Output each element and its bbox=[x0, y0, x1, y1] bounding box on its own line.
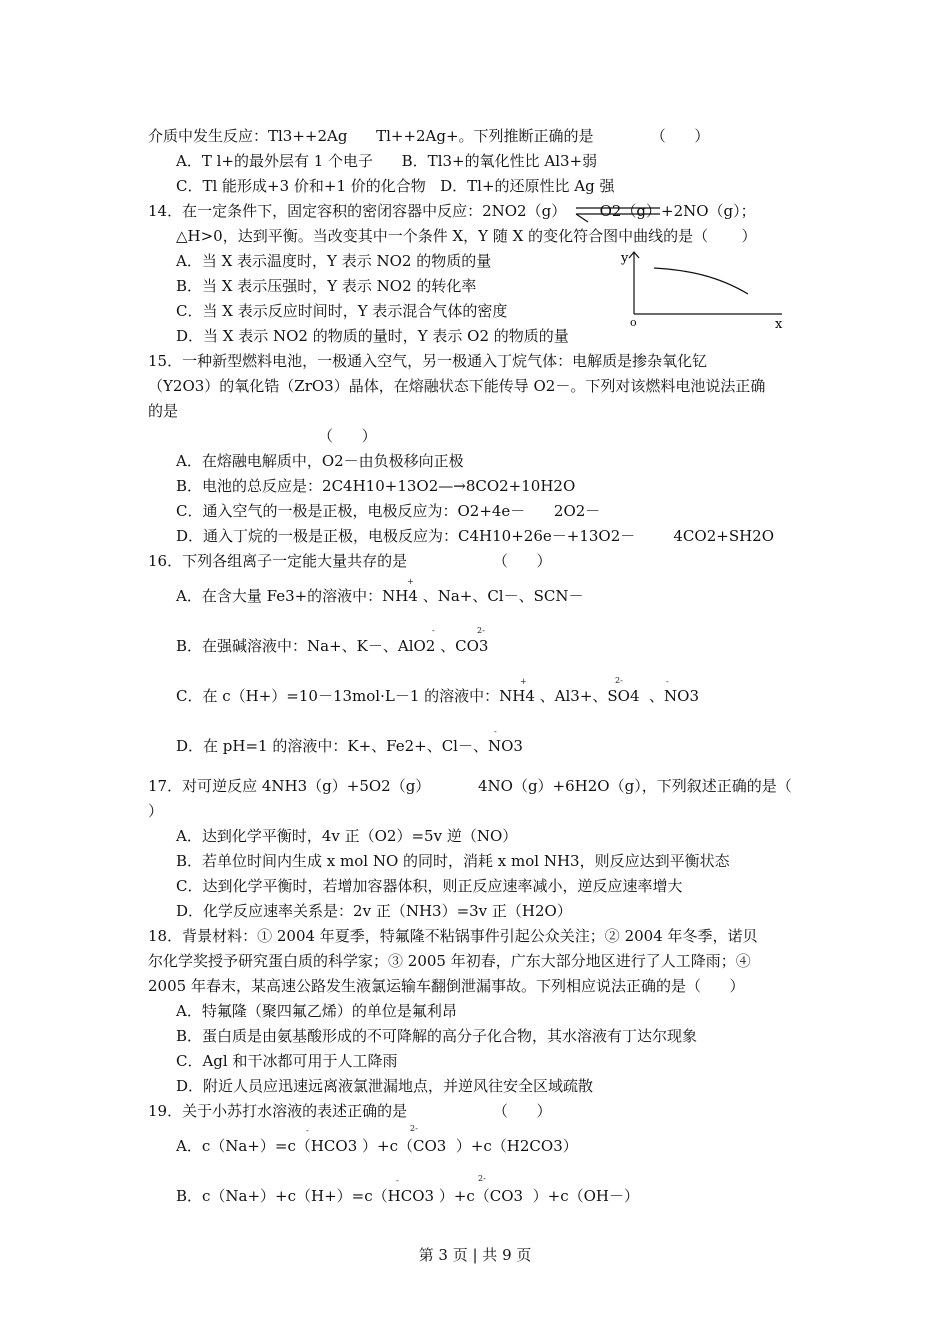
q19a-co3-charge: 2- bbox=[410, 1124, 418, 1133]
q19-option-a: A．c（Na+）=c（HCO3 ）+c（CO3 ）+c（H2CO3） bbox=[176, 1137, 578, 1155]
origin-label: o bbox=[630, 316, 637, 329]
q16c-nh4-charge: + bbox=[520, 677, 527, 686]
x-axis-label: x bbox=[775, 317, 783, 331]
q19b-hco3-charge: - bbox=[396, 1176, 399, 1185]
q19a-hco3-charge: - bbox=[306, 1126, 309, 1135]
q14-option-c: C．当 X 表示反应时间时，Y 表示混合气体的密度 bbox=[176, 302, 508, 320]
q15-stem-line2: （Y2O3）的氧化锆（ZrO3）晶体，在熔融状态下能传导 O2－。下列对该燃料电池说法正确 bbox=[148, 377, 766, 395]
q14-option-a: A．当 X 表示温度时，Y 表示 NO2 的物质的量 bbox=[176, 252, 492, 270]
q16-option-c: C．在 c（H+）=10－13mol·L－1 的溶液中：NH4 、Al3+、SO4 、NO3 bbox=[176, 687, 700, 705]
page-footer: 第 3 页 | 共 9 页 bbox=[418, 1246, 532, 1264]
q16-option-a: A．在含大量 Fe3+的溶液中：NH4 、Na+、Cl－、SCN－ bbox=[176, 587, 584, 605]
q18-option-b: B．蛋白质是由氨基酸形成的不可降解的高分子化合物，其水溶液有丁达尔现象 bbox=[176, 1027, 698, 1045]
q15-option-a: A．在熔融电解质中，O2－由负极移向正极 bbox=[176, 452, 464, 470]
q14-stem-line2: △H>0，达到平衡。当改变其中一个条件 X，Y 随 X 的变化符合图中曲线的是（ ） bbox=[176, 227, 757, 245]
q17-stem-line1: 17．对可逆反应 4NH3（g）+5O2（g） 4NO（g）+6H2O（g），下列叙述正确的是（ bbox=[148, 777, 792, 795]
q17-option-a: A．达到化学平衡时，4v 正（O2）=5v 逆（NO） bbox=[176, 827, 518, 845]
q15-stem-line3: 的是 bbox=[148, 402, 179, 420]
q15-option-b: B．电池的总反应是：2C4H10+13O2—→8CO2+10H2O bbox=[176, 477, 576, 495]
q14-option-d: D．当 X 表示 NO2 的物质的量时，Y 表示 O2 的物质的量 bbox=[176, 327, 569, 345]
q13-stem: 介质中发生反应：Tl3++2Ag Tl++2Ag+。下列推断正确的是 （ ） bbox=[148, 127, 710, 145]
y-axis-label: y bbox=[621, 251, 629, 266]
q18-stem-line3: 2005 年春末，某高速公路发生液氯运输车翻倒泄漏事故。下列相应说法正确的是（ ） bbox=[148, 977, 745, 995]
q16-stem: 16．下列各组离子一定能大量共存的是 （ ） bbox=[148, 552, 552, 570]
q17-option-d: D．化学反应速率关系是：2v 正（NH3）=3v 正（H2O） bbox=[176, 902, 572, 920]
q16c-no3-charge: - bbox=[666, 677, 669, 686]
q18-stem-line2: 尔化学奖授予研究蛋白质的科学家；③ 2005 年初春，广东大部分地区进行了人工降雨；④ bbox=[148, 952, 751, 970]
q16-option-d: D．在 pH=1 的溶液中：K+、Fe2+、Cl－、NO3 bbox=[176, 737, 523, 755]
q15-option-c: C．通入空气的一极是正极，电极反应为：O2+4e－ 2O2－ bbox=[176, 502, 601, 520]
q18-option-c: C．Agl 和干冰都可用于人工降雨 bbox=[176, 1052, 398, 1070]
q18-stem-line1: 18．背景材料：① 2004 年夏季，特氟隆不粘锅事件引起公众关注；② 2004 年冬季，诺贝 bbox=[148, 927, 758, 945]
q13-options-cd: C．Tl 能形成+3 价和+1 价的化合物 D．Tl+的还原性比 Ag 强 bbox=[176, 177, 615, 195]
q18-option-a: A．特氟隆（聚四氟乙烯）的单位是氟利昂 bbox=[176, 1002, 457, 1020]
q17-stem-line2: ） bbox=[148, 802, 164, 820]
q17-option-b: B．若单位时间内生成 x mol NO 的同时，消耗 x mol NH3，则反应达到平衡状态 bbox=[176, 852, 730, 870]
q17-option-c: C．达到化学平衡时，若增加容器体积，则正反应速率减小，逆反应速率增大 bbox=[176, 877, 683, 895]
equilibrium-arrow-icon bbox=[574, 200, 664, 224]
q15-option-d: D．通入丁烷的一极是正极，电极反应为：C4H10+26e－+13O2－ 4CO2+SH2O bbox=[176, 527, 775, 545]
q15-answer-paren: （ ） bbox=[318, 427, 377, 445]
q13-options-ab: A．T l+的最外层有 1 个电子 B．Tl3+的氧化性比 Al3+弱 bbox=[176, 152, 598, 170]
q19-option-b: B．c（Na+）+c（H+）=c（HCO3 ）+c（CO3 ）+c（OH－） bbox=[176, 1187, 639, 1205]
q16c-so4-charge: 2- bbox=[615, 676, 623, 685]
q14-graph bbox=[618, 246, 793, 331]
q15-stem-line1: 15．一种新型燃料电池，一极通入空气，另一极通入丁烷气体：电解质是掺杂氧化钇 bbox=[148, 352, 708, 370]
q16b-alo2-charge: - bbox=[432, 626, 435, 635]
q14-curve bbox=[654, 268, 748, 294]
q16d-no3-charge: - bbox=[494, 727, 497, 736]
q19-stem: 19．关于小苏打水溶液的表述正确的是 （ ） bbox=[148, 1102, 552, 1120]
q14-stem-line1: 14．在一定条件下，固定容积的密闭容器中反应：2NO2（g） O2（g）+2NO（g）； bbox=[148, 202, 756, 220]
q16b-co3-charge: 2- bbox=[477, 626, 485, 635]
q14-option-b: B．当 X 表示压强时，Y 表示 NO2 的转化率 bbox=[176, 277, 477, 295]
q16-option-b: B．在强碱溶液中：Na+、K－、AlO2 、CO3 bbox=[176, 637, 489, 655]
q16a-nh4-charge: + bbox=[407, 577, 414, 586]
q19b-co3-charge: 2- bbox=[478, 1174, 486, 1183]
q18-option-d: D．附近人员应迅速远离液氯泄漏地点，并逆风往安全区域疏散 bbox=[176, 1077, 594, 1095]
